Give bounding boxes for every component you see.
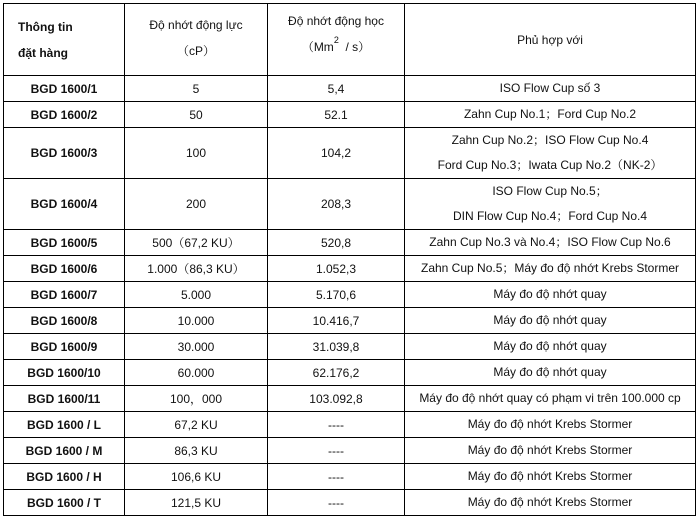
table-row xyxy=(4,438,696,464)
table-row xyxy=(4,179,696,230)
dynamic-viscosity-cell: 100，000 xyxy=(125,386,268,412)
compatible-with-line: ISO Flow Cup số 3 xyxy=(499,81,601,95)
compatible-with-line: Zahn Cup No.2；ISO Flow Cup No.4 xyxy=(451,133,649,147)
code-cell: BGD 1600 / H xyxy=(4,464,125,490)
kinematic-viscosity-cell: ---- xyxy=(268,490,405,516)
kinematic-viscosity-cell: 1.052,3 xyxy=(268,256,405,282)
table-body xyxy=(4,76,696,516)
compatible-with-line: Máy đo độ nhớt quay xyxy=(493,365,607,379)
dynamic-viscosity-cell: 500（67,2 KU） xyxy=(125,230,268,256)
dynamic-viscosity-cell: 5.000 xyxy=(125,282,268,308)
dynamic-viscosity-cell: 10.000 xyxy=(125,308,268,334)
dynamic-viscosity-cell: 60.000 xyxy=(125,360,268,386)
table-row xyxy=(4,128,696,179)
table-row xyxy=(4,308,696,334)
code-cell: BGD 1600/7 xyxy=(4,282,125,308)
compatible-with-cell xyxy=(405,256,696,282)
kinematic-viscosity-cell: 520,8 xyxy=(268,230,405,256)
table-row xyxy=(4,360,696,386)
spec-table-container xyxy=(3,3,696,516)
kinematic-viscosity-cell: 5,4 xyxy=(268,76,405,102)
header-kinematic-viscosity xyxy=(268,4,405,76)
compatible-with-cell xyxy=(405,412,696,438)
compatible-with-line: Máy đo độ nhớt quay xyxy=(493,287,607,301)
kinematic-viscosity-cell: ---- xyxy=(268,438,405,464)
code-cell: BGD 1600 / M xyxy=(4,438,125,464)
kinematic-viscosity-cell: 31.039,8 xyxy=(268,334,405,360)
kinematic-viscosity-cell: 208,3 xyxy=(268,179,405,230)
kinematic-viscosity-cell: ---- xyxy=(268,464,405,490)
viscosity-standard-table xyxy=(3,3,696,516)
code-cell: BGD 1600/5 xyxy=(4,230,125,256)
code-cell: BGD 1600/9 xyxy=(4,334,125,360)
compatible-with-cell xyxy=(405,490,696,516)
kinematic-viscosity-cell: 5.170,6 xyxy=(268,282,405,308)
code-cell: BGD 1600/6 xyxy=(4,256,125,282)
header-kinematic-label: Độ nhớt động học xyxy=(288,14,384,28)
header-dynamic-unit: （cP） xyxy=(176,44,215,58)
table-row xyxy=(4,76,696,102)
header-order-info-line2: đặt hàng xyxy=(18,45,68,60)
code-cell: BGD 1600/3 xyxy=(4,128,125,179)
compatible-with-line: Ford Cup No.3；Iwata Cup No.2（NK-2） xyxy=(437,158,663,172)
compatible-with-cell xyxy=(405,179,696,230)
compatible-with-cell xyxy=(405,464,696,490)
header-kinematic-superscript: 2 xyxy=(333,35,339,45)
header-dynamic-viscosity xyxy=(125,4,268,76)
code-cell: BGD 1600 / T xyxy=(4,490,125,516)
header-kinematic-unit-b: / s） xyxy=(345,40,371,54)
compatible-with-line: Máy đo độ nhớt Krebs Stormer xyxy=(467,495,633,509)
dynamic-viscosity-cell: 106,6 KU xyxy=(125,464,268,490)
compatible-with-cell xyxy=(405,308,696,334)
compatible-with-line: Zahn Cup No.3 và No.4；ISO Flow Cup No.6 xyxy=(429,235,671,249)
table-row xyxy=(4,256,696,282)
table-row xyxy=(4,230,696,256)
kinematic-viscosity-cell: 103.092,8 xyxy=(268,386,405,412)
kinematic-viscosity-cell: 10.416,7 xyxy=(268,308,405,334)
kinematic-viscosity-cell: ---- xyxy=(268,412,405,438)
compatible-with-line: Máy đo độ nhớt Krebs Stormer xyxy=(467,443,633,457)
compatible-with-line: Zahn Cup No.1；Ford Cup No.2 xyxy=(463,107,637,121)
header-kinematic-unit xyxy=(268,32,404,59)
kinematic-viscosity-cell: 104,2 xyxy=(268,128,405,179)
compatible-with-cell xyxy=(405,282,696,308)
dynamic-viscosity-cell: 67,2 KU xyxy=(125,412,268,438)
code-cell: BGD 1600/11 xyxy=(4,386,125,412)
compatible-with-cell xyxy=(405,128,696,179)
dynamic-viscosity-cell: 200 xyxy=(125,179,268,230)
code-cell: BGD 1600/4 xyxy=(4,179,125,230)
header-compatible-with: Phủ hợp với xyxy=(405,4,696,76)
compatible-with-line: Máy đo độ nhớt Krebs Stormer xyxy=(467,469,633,483)
dynamic-viscosity-cell: 86,3 KU xyxy=(125,438,268,464)
header-kinematic-unit-a: （Mm xyxy=(301,40,334,54)
dynamic-viscosity-cell: 50 xyxy=(125,102,268,128)
dynamic-viscosity-cell: 100 xyxy=(125,128,268,179)
compatible-with-line: Zahn Cup No.5；Máy đo độ nhớt Krebs Stormer xyxy=(421,261,679,275)
compatible-with-cell xyxy=(405,360,696,386)
compatible-with-line: Máy đo độ nhớt quay xyxy=(493,339,607,353)
table-row xyxy=(4,102,696,128)
code-cell: BGD 1600 / L xyxy=(4,412,125,438)
compatible-with-line: Máy đo độ nhớt Krebs Stormer xyxy=(467,417,633,431)
compatible-with-cell xyxy=(405,386,696,412)
code-cell: BGD 1600/10 xyxy=(4,360,125,386)
compatible-with-cell xyxy=(405,438,696,464)
compatible-with-cell xyxy=(405,76,696,102)
table-row xyxy=(4,464,696,490)
code-cell: BGD 1600/1 xyxy=(4,76,125,102)
table-row xyxy=(4,490,696,516)
compatible-with-cell xyxy=(405,334,696,360)
dynamic-viscosity-cell: 1.000（86,3 KU） xyxy=(125,256,268,282)
header-dynamic-label: Độ nhớt động lực xyxy=(149,18,243,32)
table-row xyxy=(4,334,696,360)
table-row xyxy=(4,386,696,412)
compatible-with-cell xyxy=(405,230,696,256)
table-header-row xyxy=(4,4,696,76)
table-row xyxy=(4,412,696,438)
dynamic-viscosity-cell: 30.000 xyxy=(125,334,268,360)
compatible-with-line: ISO Flow Cup No.5； xyxy=(492,184,608,198)
compatible-with-line: Máy đo độ nhớt quay có phạm vi trên 100.000 cp xyxy=(419,391,681,405)
code-cell: BGD 1600/2 xyxy=(4,102,125,128)
header-order-info xyxy=(4,4,125,76)
kinematic-viscosity-cell: 62.176,2 xyxy=(268,360,405,386)
dynamic-viscosity-cell: 121,5 KU xyxy=(125,490,268,516)
kinematic-viscosity-cell: 52.1 xyxy=(268,102,405,128)
compatible-with-line: Máy đo độ nhớt quay xyxy=(493,313,607,327)
header-order-info-line1: Thông tin xyxy=(18,19,73,34)
dynamic-viscosity-cell: 5 xyxy=(125,76,268,102)
table-row xyxy=(4,282,696,308)
code-cell: BGD 1600/8 xyxy=(4,308,125,334)
compatible-with-line: DIN Flow Cup No.4；Ford Cup No.4 xyxy=(452,209,648,223)
compatible-with-cell xyxy=(405,102,696,128)
